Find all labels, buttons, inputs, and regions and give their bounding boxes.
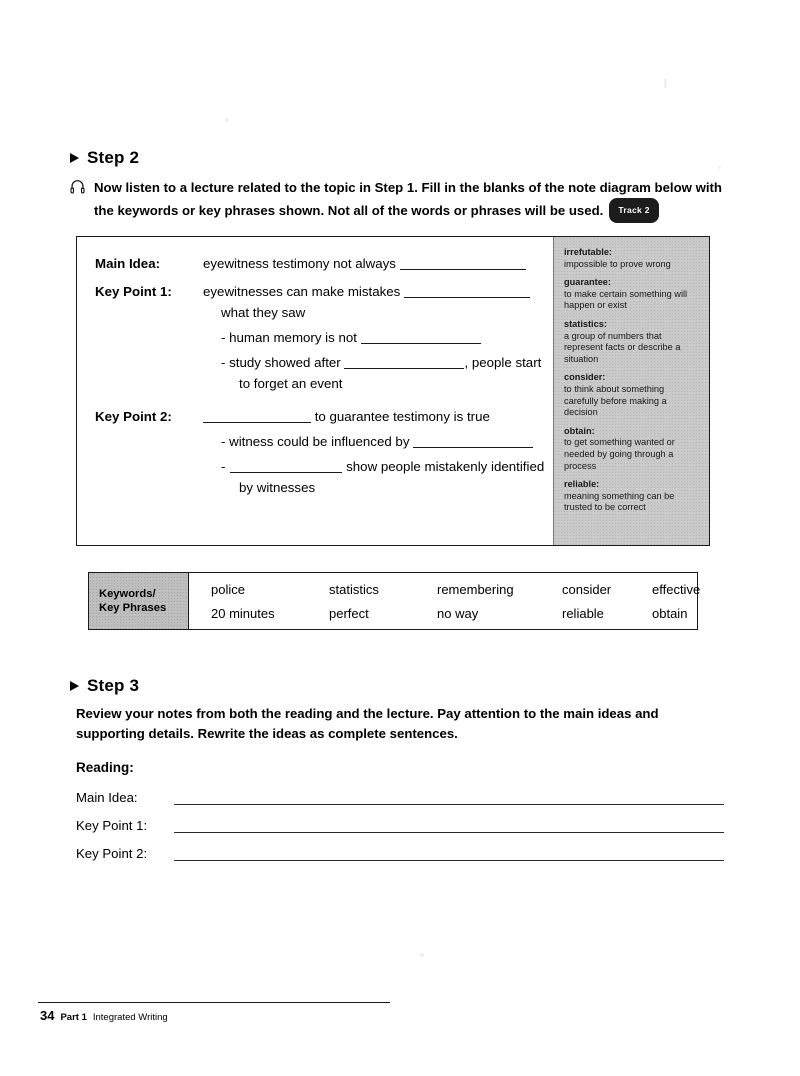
- glossary-definition: impossible to prove wrong: [564, 258, 671, 269]
- keywords-label-line-2: Key Phrases: [99, 602, 167, 614]
- scan-speckle: [664, 78, 667, 88]
- keyword-item[interactable]: consider: [562, 581, 612, 597]
- glossary-definition: a group of numbers that represent facts or describe a situation: [564, 330, 681, 364]
- glossary-item: [564, 247, 700, 270]
- key-point-2-sub-2: [203, 458, 553, 496]
- key-point-2-sub-1-blank[interactable]: [413, 434, 533, 448]
- glossary-definition: to think about something carefully before making a decision: [564, 383, 667, 418]
- answer-write-line[interactable]: [174, 790, 724, 805]
- step-2-heading: [70, 148, 139, 168]
- keywords-grid: [189, 573, 752, 629]
- keyword-item[interactable]: reliable: [562, 605, 604, 621]
- glossary-sidebar: [553, 237, 709, 545]
- keywords-label-line-1: Keywords/: [99, 588, 156, 600]
- key-point-1-continued: what they saw: [221, 305, 306, 320]
- note-row-key-point-2: [93, 408, 553, 496]
- main-idea-blank[interactable]: [400, 256, 526, 270]
- step-3-title: Step 3: [87, 676, 140, 695]
- key-point-1-sub-2-text: - study showed after: [221, 355, 341, 370]
- answer-row-main-idea: [76, 790, 724, 805]
- dash-marker: -: [221, 459, 226, 474]
- keyword-item[interactable]: no way: [437, 605, 479, 621]
- key-point-1-sub-1-text: - human memory is not: [221, 330, 357, 345]
- key-point-1-sub-2: [203, 354, 553, 392]
- keyword-item[interactable]: police: [211, 581, 245, 597]
- footer-divider: [38, 1002, 390, 1003]
- glossary-term: guarantee:: [564, 277, 611, 288]
- scan-speckle: [718, 166, 721, 169]
- note-diagram-box: [76, 236, 710, 546]
- keyword-item[interactable]: remembering: [437, 581, 514, 597]
- keywords-label: [89, 573, 189, 629]
- key-point-1-sub-1-blank[interactable]: [361, 330, 481, 344]
- keyword-item[interactable]: effective: [652, 581, 701, 597]
- triangle-bullet-icon: [70, 681, 79, 691]
- answer-label: Key Point 1:: [76, 818, 148, 833]
- headphones-icon: [70, 179, 85, 194]
- main-idea-text: eyewitness testimony not always: [203, 256, 396, 271]
- keyword-item[interactable]: statistics: [329, 581, 379, 597]
- key-point-2-sub-2-blank[interactable]: [230, 459, 342, 473]
- glossary-item: [564, 277, 700, 312]
- key-point-2-sub-2-continued: by witnesses: [239, 480, 316, 495]
- glossary-definition: to make certain something will happen or exist: [564, 288, 688, 311]
- glossary-term: irrefutable:: [564, 247, 612, 257]
- answer-write-line[interactable]: [174, 818, 724, 833]
- scan-speckle: [225, 118, 229, 122]
- glossary-item: [564, 479, 700, 514]
- triangle-bullet-icon: [70, 153, 79, 163]
- answer-label: Main Idea:: [76, 790, 138, 805]
- note-label-key-point-1: Key Point 1:: [95, 284, 172, 299]
- glossary-term: reliable:: [564, 479, 600, 490]
- step-2-title: Step 2: [87, 148, 140, 167]
- note-diagram-content: [93, 255, 553, 499]
- note-row-key-point-1: [93, 283, 553, 392]
- answer-write-line[interactable]: [174, 846, 724, 861]
- page-footer: [40, 1008, 168, 1023]
- key-point-2-text: to guarantee testimony is true: [314, 409, 490, 424]
- note-label-key-point-2: Key Point 2:: [95, 409, 172, 424]
- reading-section-title: Reading:: [76, 760, 134, 775]
- step-3-instruction: Review your notes from both the reading and the lecture. Pay attention to the main ideas and supporting details. Rewrite the ideas as complete sentences.: [76, 706, 659, 741]
- footer-page-number: 34: [40, 1008, 55, 1023]
- note-row-main-idea: [93, 255, 553, 272]
- step-2-instruction-text: Now listen to a lecture related to the topic in Step 1. Fill in the blanks of the note diagram below with the keywords or key phrases shown. Not all of the words or phrases will be used.: [94, 180, 722, 218]
- glossary-item: [564, 319, 700, 365]
- glossary-term: statistics:: [564, 318, 607, 329]
- key-point-2-sub-2-text: show people mistakenly identified: [346, 459, 545, 474]
- glossary-definition: to get something wanted or needed by going through a process: [564, 437, 675, 471]
- keyword-item[interactable]: 20 minutes: [211, 605, 275, 621]
- step-3-heading: [70, 676, 139, 696]
- key-point-2-blank[interactable]: [203, 409, 311, 423]
- step-2-instruction: [76, 178, 728, 223]
- answer-row-key-point-1: [76, 818, 724, 833]
- key-point-2-sub-1: [203, 433, 553, 450]
- footer-section-label: Integrated Writing: [92, 1012, 168, 1023]
- key-point-1-sub-2-blank[interactable]: [344, 355, 464, 369]
- keyword-item[interactable]: perfect: [329, 605, 369, 621]
- glossary-definition: meaning something can be trusted to be correct: [564, 490, 675, 513]
- answer-row-key-point-2: [76, 846, 724, 861]
- glossary-item: [564, 372, 700, 418]
- keyword-item[interactable]: obtain: [652, 605, 688, 621]
- glossary-term: obtain:: [564, 425, 595, 436]
- key-point-1-blank[interactable]: [404, 284, 530, 298]
- key-point-1-sub-2-continued: to forget an event: [239, 376, 343, 391]
- key-point-2-sub-1-text: - witness could be influenced by: [221, 434, 410, 449]
- note-label-main-idea: Main Idea:: [95, 256, 161, 271]
- key-point-1-sub-1: [203, 329, 553, 346]
- scan-speckle: [420, 953, 424, 957]
- key-point-1-sub-2-text-after: , people start: [464, 355, 542, 370]
- key-point-1-text: eyewitnesses can make mistakes: [203, 284, 401, 299]
- glossary-item: [564, 426, 700, 472]
- track-badge: Track 2: [609, 198, 658, 223]
- glossary-term: consider:: [564, 372, 606, 383]
- footer-part-label: Part 1: [60, 1012, 87, 1023]
- answer-label: Key Point 2:: [76, 846, 148, 861]
- keywords-box: [88, 572, 701, 630]
